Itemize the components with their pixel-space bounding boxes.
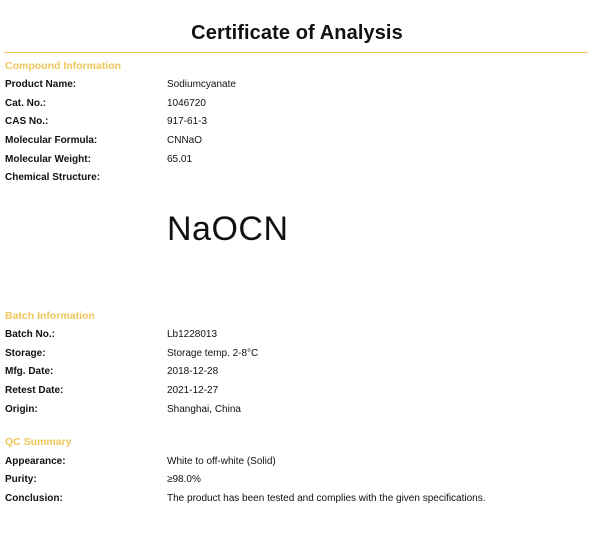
section-heading-batch: Batch Information	[5, 310, 95, 322]
section-heading-qc: QC Summary	[5, 436, 72, 448]
structure-label: Chemical Structure:	[5, 172, 101, 183]
storage-value: Storage temp. 2-8°C	[167, 348, 259, 359]
conclusion-value: The product has been tested and complies with the given specifications.	[167, 493, 486, 504]
appearance-value: White to off-white (Solid)	[167, 456, 276, 467]
weight-value: 65.01	[167, 154, 193, 165]
conclusion-label: Conclusion:	[5, 493, 63, 504]
chemical-structure: NaOCN	[167, 210, 289, 248]
purity-label: Purity:	[5, 474, 37, 485]
section-heading-compound: Compound Information	[5, 60, 122, 72]
retest-date-label: Retest Date:	[5, 385, 64, 396]
storage-label: Storage:	[5, 348, 46, 359]
weight-label: Molecular Weight:	[5, 154, 91, 165]
origin-label: Origin:	[5, 404, 38, 415]
mfg-date-label: Mfg. Date:	[5, 366, 54, 377]
batch-no-value: Lb1228013	[167, 329, 218, 340]
title-divider	[4, 52, 588, 53]
cat-no-label: Cat. No.:	[5, 98, 47, 109]
appearance-label: Appearance:	[5, 456, 66, 467]
formula-value: CNNaO	[167, 135, 203, 146]
cas-no-value: 917-61-3	[167, 116, 208, 127]
batch-no-label: Batch No.:	[5, 329, 55, 340]
corner-mark	[540, 0, 549, 3]
formula-label: Molecular Formula:	[5, 135, 98, 146]
cas-no-label: CAS No.:	[5, 116, 49, 127]
product-name-value: Sodiumcyanate	[167, 79, 236, 90]
retest-date-value: 2021-12-27	[167, 385, 219, 396]
product-name-label: Product Name:	[5, 79, 77, 90]
page-title: Certificate of Analysis	[191, 22, 403, 44]
origin-value: Shanghai, China	[167, 404, 241, 415]
mfg-date-value: 2018-12-28	[167, 366, 219, 377]
cat-no-value: 1046720	[167, 98, 206, 109]
purity-value: ≥98.0%	[167, 474, 201, 485]
